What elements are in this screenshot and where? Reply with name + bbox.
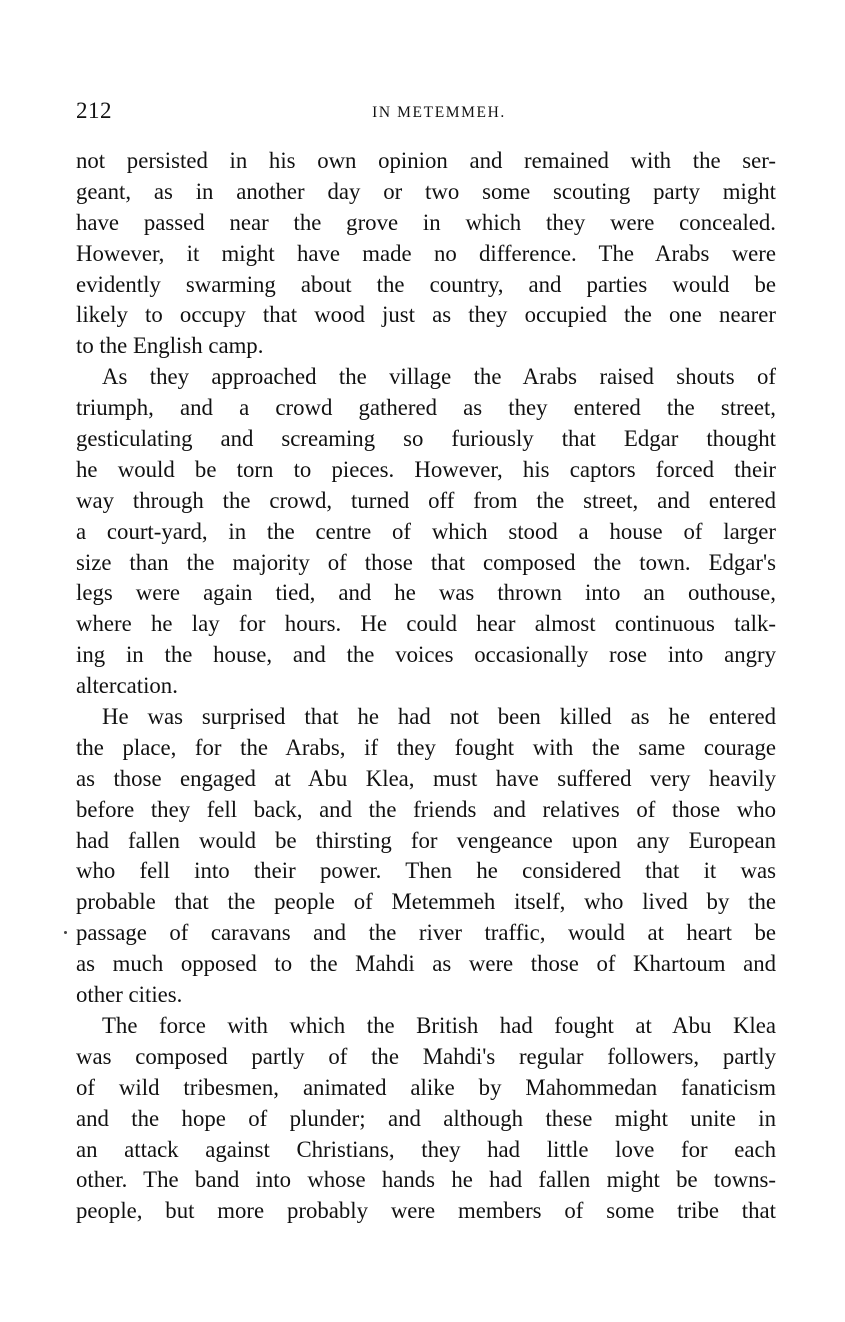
text-line: probable that the people of Metemmeh itself, who lived by the [76,889,776,915]
text-line: triumph, and a crowd gathered as they entered the street, [76,395,776,421]
text-line: As they approached the village the Arabs raised shouts of [102,364,776,390]
text-line: other. The band into whose hands he had fallen might be towns- [76,1167,776,1193]
text-line: have passed near the grove in which they were concealed. [76,209,776,235]
text-line: an attack against Christians, they had little love for each [76,1136,776,1162]
text-line: people, but more probably were members of some tribe that [76,1198,776,1224]
page-number: 212 [76,98,112,123]
text-line: where he lay for hours. He could hear almost continuous talk- [76,611,776,637]
paragraph-4 [76,1011,776,1227]
text-line: the place, for the Arabs, if they fought with the same courage [76,734,776,760]
text-line: He was surprised that he had not been killed as he entered [102,704,776,730]
paragraph-3 [76,702,776,1011]
stray-ink-mark [64,931,67,934]
text-line: other cities. [76,982,183,1008]
text-line: likely to occupy that wood just as they occupied the one nearer [76,302,776,328]
text-line: was composed partly of the Mahdi's regular followers, partly [76,1043,776,1069]
text-line: to the English camp. [76,333,264,359]
text-line: However, it might have made no difference. The Arabs were [76,240,776,266]
text-line: who fell into their power. Then he considered that it was [76,858,776,884]
text-line: altercation. [76,673,178,699]
text-line: before they fell back, and the friends and relatives of those who [76,796,776,822]
paragraph-2 [76,362,776,702]
text-line: legs were again tied, and he was thrown into an outhouse, [76,580,776,606]
text-line: not persisted in his own opinion and remained with the ser- [76,148,776,173]
text-line: he would be torn to pieces. However, his captors forced their [76,456,776,482]
text-line: size than the majority of those that composed the town. Edgar's [76,549,776,575]
text-line: geant, as in another day or two some scouting party might [76,178,776,204]
text-line: of wild tribesmen, animated alike by Mahommedan fanaticism [76,1074,776,1100]
running-head [76,98,776,128]
text-line: gesticulating and screaming so furiously that Edgar thought [76,426,776,452]
running-title: IN METEMMEH. [372,104,506,121]
paragraph-1 [76,146,776,362]
text-line: evidently swarming about the country, and parties would be [76,271,776,297]
text-line: and the hope of plunder; and although these might unite in [76,1105,776,1131]
text-line: had fallen would be thirsting for vengeance upon any European [76,827,776,853]
text-line: The force with which the British had fought at Abu Klea [102,1012,776,1038]
text-line: way through the crowd, turned off from the street, and entered [76,487,776,513]
text-line: a court-yard, in the centre of which stood a house of larger [76,518,776,544]
text-line: ing in the house, and the voices occasionally rose into angry [76,642,776,668]
text-line: passage of caravans and the river traffic, would at heart be [76,920,776,946]
text-line: as much opposed to the Mahdi as were those of Khartoum and [76,951,776,977]
text-line: as those engaged at Abu Klea, must have suffered very heavily [76,765,776,791]
body-text [76,146,776,1227]
